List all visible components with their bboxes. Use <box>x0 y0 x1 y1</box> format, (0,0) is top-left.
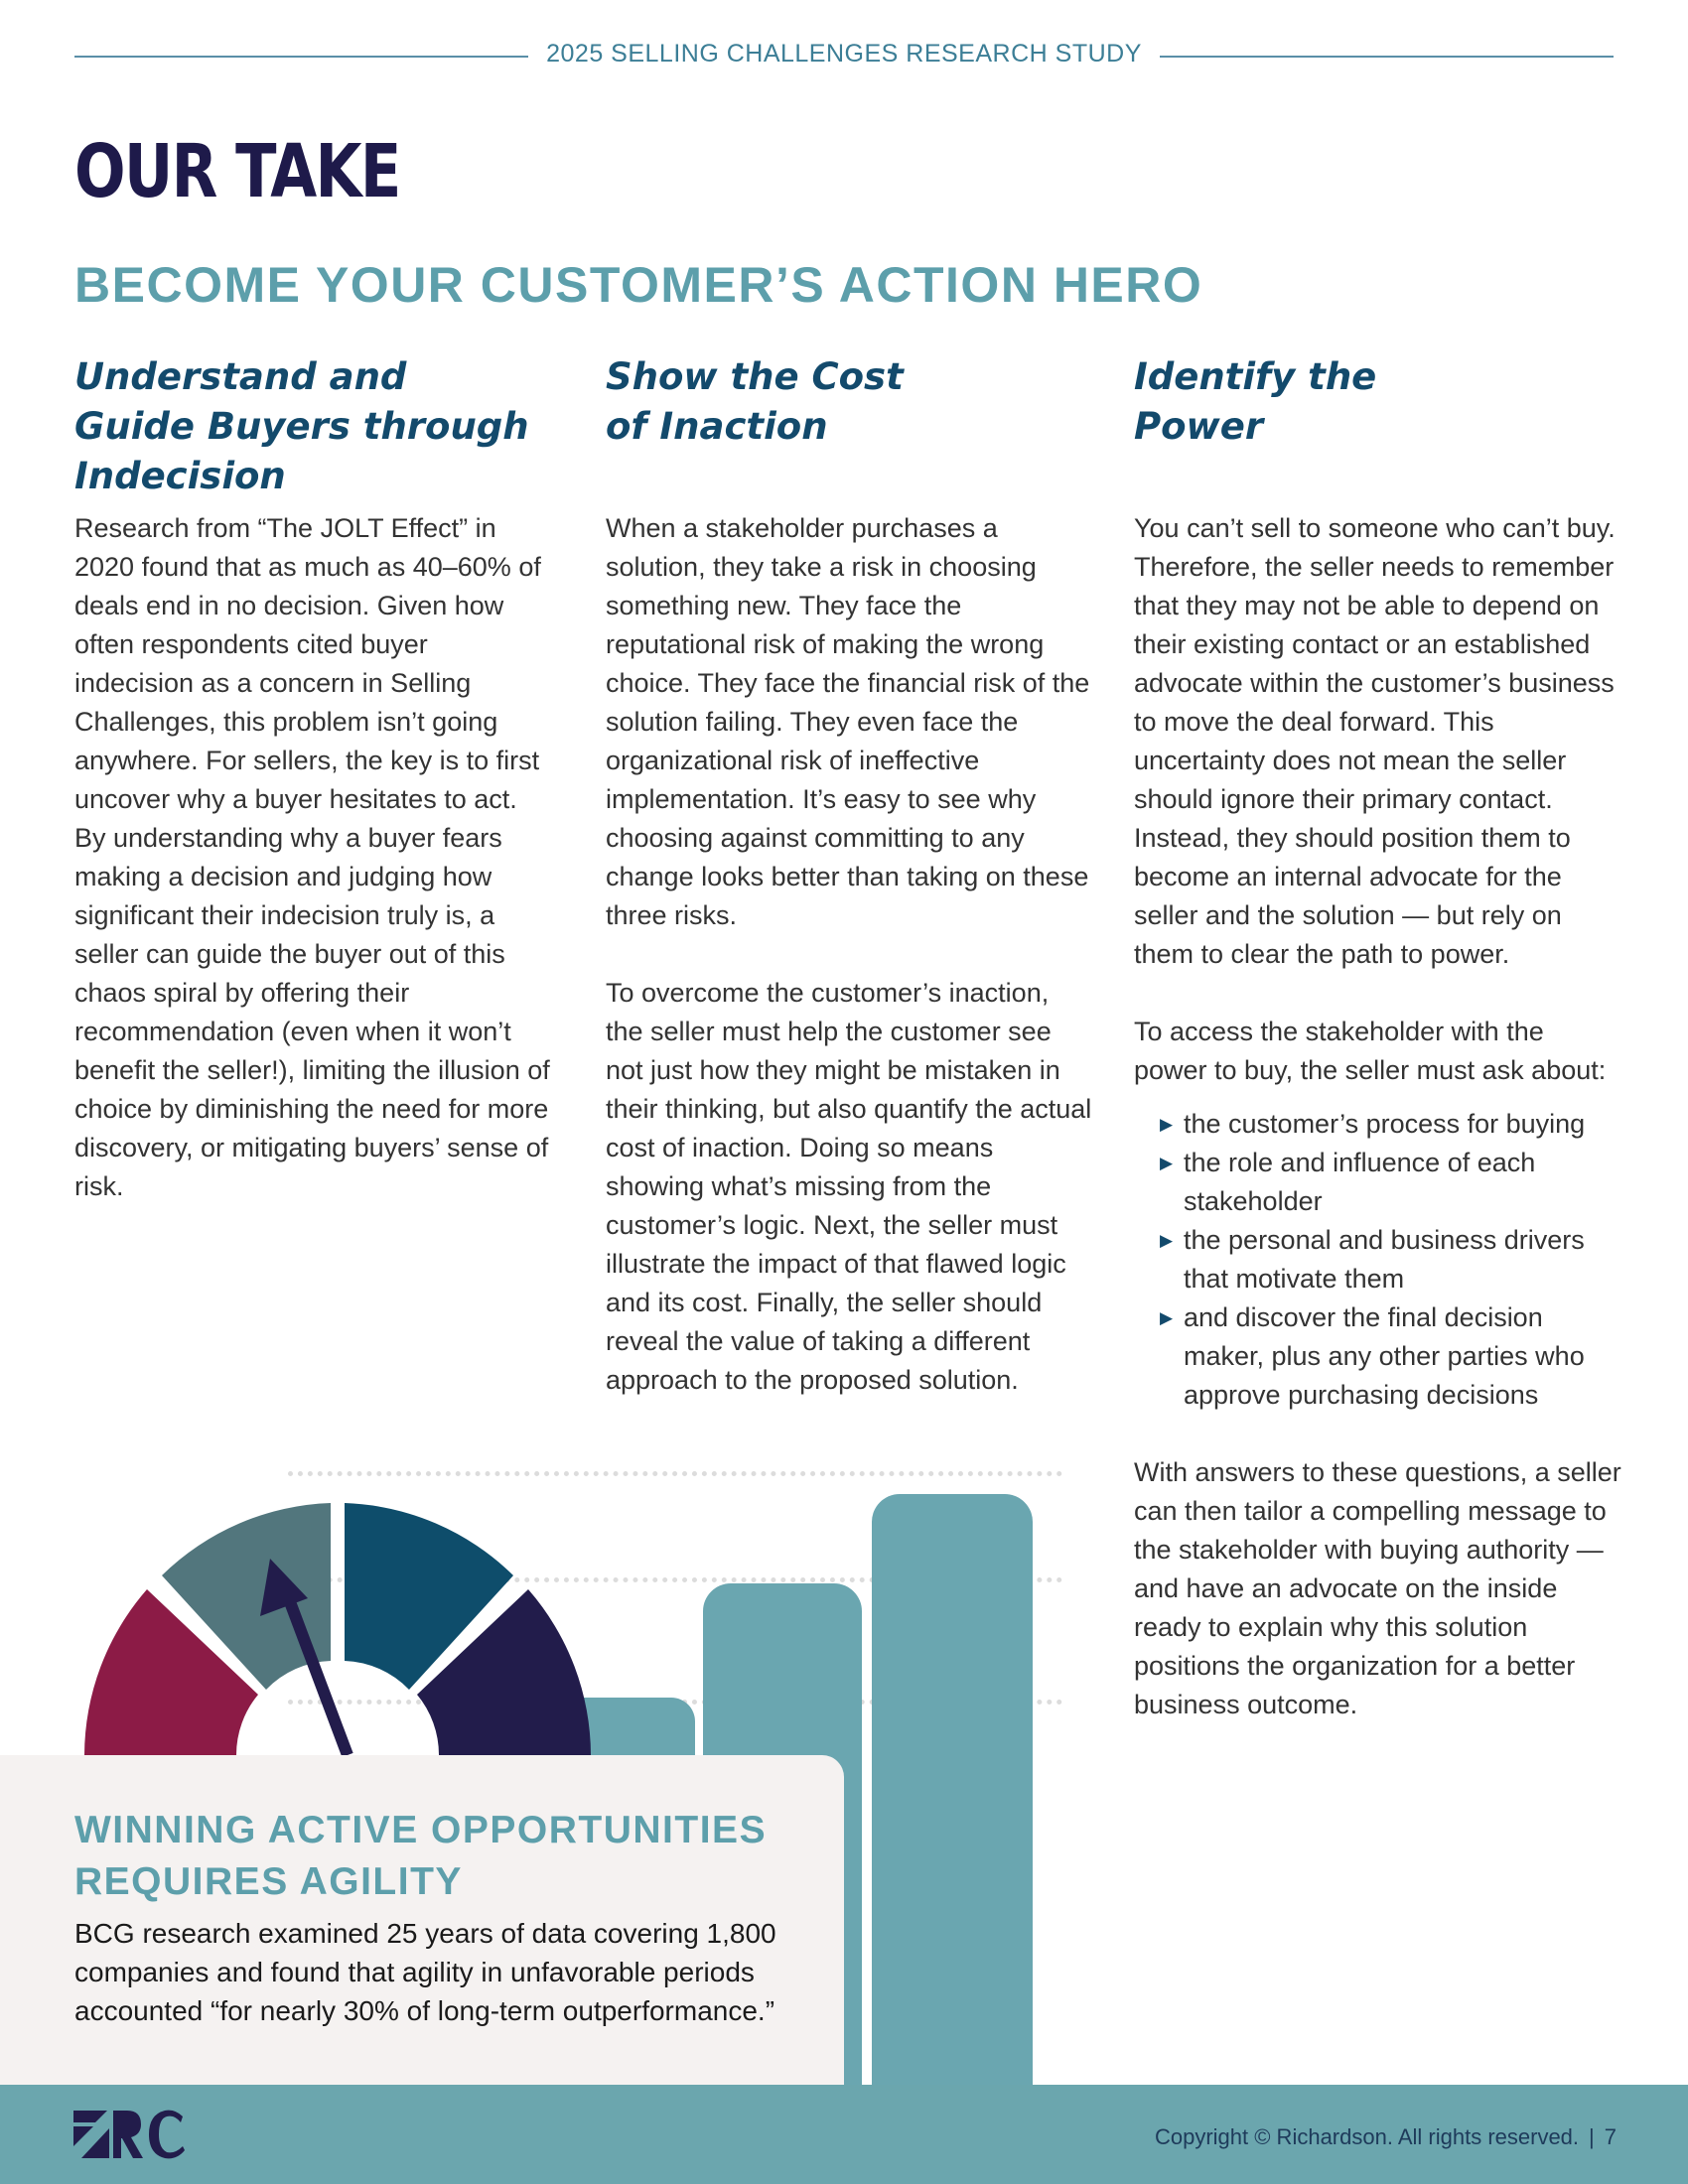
callout-box <box>0 1755 844 2085</box>
column-heading: Show the Cost of Inaction <box>606 355 904 448</box>
body-paragraph: With answers to these questions, a seller can then tailor a compelling message to the stakeholder with buying authority — and have an advocate on the inside ready to explain why this solution positions the organization for a better business outcome. <box>1134 1457 1621 1719</box>
list-item: ▶ and discover the final decision maker, plus any other parties who approve purchasing decisions <box>1154 1298 1622 1415</box>
page-number: 7 <box>1604 2124 1617 2149</box>
growth-bar-tall <box>872 1494 1033 2085</box>
triangle-bullet-icon: ▶ <box>1160 1308 1174 1327</box>
footer-bar <box>0 2085 1688 2184</box>
copyright-text: Copyright © Richardson. All rights reserved. | 7 <box>1154 2124 1617 2149</box>
column-heading: Understand and Guide Buyers through Indecision <box>74 355 529 497</box>
triangle-bullet-icon: ▶ <box>1160 1231 1174 1250</box>
triangle-bullet-icon: ▶ <box>1160 1115 1174 1134</box>
body-paragraph: Research from “The JOLT Effect” in 2020 found that as much as 40–60% of deals end in no decision. Given how often respondents cited buyer indecision as a concern in Selling Challenges, this problem isn’t going anywhere. For sellers, the key is to first uncover why a buyer hesitates to act. By understanding why a buyer fears making a decision and judging how significant their indecision truly is, a seller can guide the buyer out of this chaos spiral by offering their recommendation (even when it won’t benefit the seller!), limiting the illusion of choice by diminishing the need for more discovery, or mitigating buyers’ sense of risk. <box>74 513 550 1201</box>
column-identify-power <box>1134 352 1622 1763</box>
list-item: ▶ the personal and business drivers that motivate them <box>1154 1221 1622 1298</box>
section-title: BECOME YOUR CUSTOMER’S ACTION HERO <box>74 257 1203 313</box>
running-header: 2025 SELLING CHALLENGES RESEARCH STUDY <box>0 40 1688 68</box>
bullet-list <box>1134 1105 1622 1415</box>
column-indecision <box>74 352 551 1245</box>
body-paragraph: To access the stakeholder with the power to buy, the seller must ask about: <box>1134 1017 1607 1085</box>
body-paragraph: To overcome the customer’s inaction, the seller must help the customer see not just how they might be mistaken in their thinking, but also quantify the actual cost of inaction. Doing so means showing what’s missing from the customer’s logic. Next, the seller must illustrate the impact of that flawed logic and its cost. Finally, the seller should reveal the value of taking a different approach to the proposed solution. <box>606 978 1092 1395</box>
column-cost-of-inaction <box>606 352 1092 1438</box>
list-item: ▶ the customer’s process for buying <box>1154 1105 1622 1144</box>
callout-title: WINNING ACTIVE OPPORTUNITIES REQUIRES AGILITY <box>74 1809 768 1903</box>
body-paragraph: You can’t sell to someone who can’t buy. Therefore, the seller needs to remember that they may not be able to depend on their existing contact or an established advocate within the customer’s business to move the deal forward. This uncertainty does not mean the seller should ignore their primary contact. Instead, they should position them to become an internal advocate for the seller and the solution — but rely on them to clear the path to power. <box>1134 513 1616 969</box>
body-paragraph: When a stakeholder purchases a solution, they take a risk in choosing something new. They face the reputational risk of making the wrong choice. They face the financial risk of the solution failing. They even face the organizational risk of ineffective implementation. It’s easy to see why choosing against committing to any change looks better than taking on these three risks. <box>606 513 1090 930</box>
list-item: ▶ the role and influence of each stakeholder <box>1154 1144 1622 1221</box>
triangle-bullet-icon: ▶ <box>1160 1154 1174 1172</box>
gauge-icon <box>84 1503 591 1755</box>
page-title: OUR TAKE <box>74 129 400 214</box>
column-heading: Identify the Power <box>1134 355 1377 448</box>
callout-body: BCG research examined 25 years of data covering 1,800 companies and found that agility in unfavorable periods accounted “for nearly 30% of long-term outperformance.” <box>74 1918 776 2026</box>
richardson-logo <box>71 2107 191 2162</box>
